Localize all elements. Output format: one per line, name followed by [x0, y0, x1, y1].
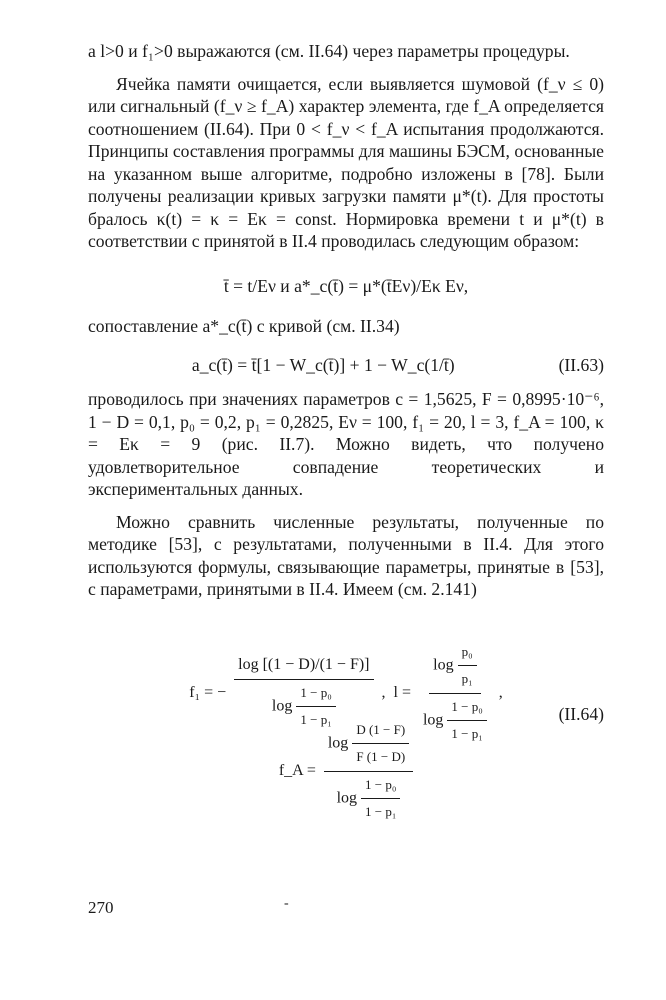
inner-denominator: 1 − p₁: [451, 726, 483, 741]
footer-mark: -: [284, 896, 289, 911]
equation-tag-ii64: (II.64): [558, 703, 604, 724]
equation-tag-ii63: (II.63): [558, 354, 604, 375]
eq-fA-fraction: [324, 719, 413, 824]
formula-normalization: t̄ = t/Eν и a*_c(t̄) = μ*(t̄Eν)/Eκ Eν,: [223, 275, 469, 296]
paragraph-4: Можно сравнить численные результаты, полученные по методике [53], с результатами, полученными в II.4. Для этого используются формулы, связывающие параметры, принятые в [53], с параметрами, принятыми в II.4. Имеем (см. 2.141): [88, 511, 604, 599]
eq-l-lhs: l =: [393, 683, 411, 701]
eq-fA-denominator: [333, 772, 405, 824]
paragraph-1: Ячейка памяти очищается, если выявляется шумовой (f_ν ≤ 0) или сигнальный (f_ν ≥ f_A) характер элемента, где f_A определяется соотношением (II.64). При 0 < f_ν < f_A испытания продолжаются. Принципы составления программы для машины БЭСМ, основанные на указанном выше алгоритме, подробно изложены в [78]. Были получены реализации кривых загрузки памяти μ*(t). Для простоты бралось κ(t) = κ = Eκ = const. Нормировка времени t и μ*(t) в соответствии с принятой в II.4 проводилась следующим образом:: [88, 73, 604, 251]
log-label: log: [433, 656, 454, 674]
paragraph-2: сопоставление a*_c(t̄) с кривой (см. II.34): [88, 316, 400, 336]
page-number: 270: [88, 898, 114, 917]
eq-fA-numerator: [324, 719, 413, 772]
eq-fA-lhs: f_A =: [278, 761, 316, 779]
equation-ii64-block: [88, 641, 604, 819]
inner-denominator: 1 − p₁: [300, 712, 332, 728]
page-body: [88, 40, 604, 819]
eq-separator: ,: [381, 683, 386, 701]
paragraph-0: a l>0 и f₁>0 выражаются (см. II.64) через параметры процедуры.: [88, 41, 570, 61]
inner-denominator: p₁: [461, 671, 473, 686]
equation-fA: [88, 719, 604, 824]
log-label: log: [271, 697, 293, 715]
inner-denominator: F (1 − D): [356, 749, 406, 764]
log-label: log: [327, 734, 349, 752]
eq-tail: ,: [498, 683, 503, 701]
eq-f1-lhs: f₁ = −: [189, 683, 227, 701]
eq-fA-den-inner: [361, 774, 400, 824]
inner-numerator: 1 − p₀: [361, 774, 400, 800]
inner-numerator: 1 − p₀: [447, 696, 486, 722]
eq-f1-numerator: log [(1 − D)/(1 − F)]: [234, 654, 373, 680]
formula-ii63-row: [88, 354, 604, 377]
eq-l-num-inner: [458, 641, 477, 691]
eq-fA-num-inner: [352, 719, 409, 769]
formula-ii63: a_c(t̄) = t̄[1 − W_c(t̄)] + 1 − W_c(1/t̄): [191, 354, 455, 375]
inner-numerator: 1 − p₀: [296, 682, 335, 708]
log-label: log: [336, 789, 358, 807]
inner-numerator: D (1 − F): [352, 719, 409, 745]
eq-l-numerator: [429, 641, 481, 694]
log-label: log: [422, 711, 444, 729]
inner-denominator: 1 − p₁: [365, 804, 397, 819]
paragraph-3: проводилось при значениях параметров c = 1,5625, F = 0,8995·10⁻⁶, 1 − D = 0,1, p₀ = 0,2, p₁ = 0,2825, Eν = 100, f₁ = 20, l = 3, f_A = 100, κ = Eκ = 9 (рис. II.7). Можно видеть, что получено удовлетворительное совпадение теоретических и экспериментальных данных.: [88, 389, 604, 499]
inner-numerator: p₀: [458, 641, 477, 667]
